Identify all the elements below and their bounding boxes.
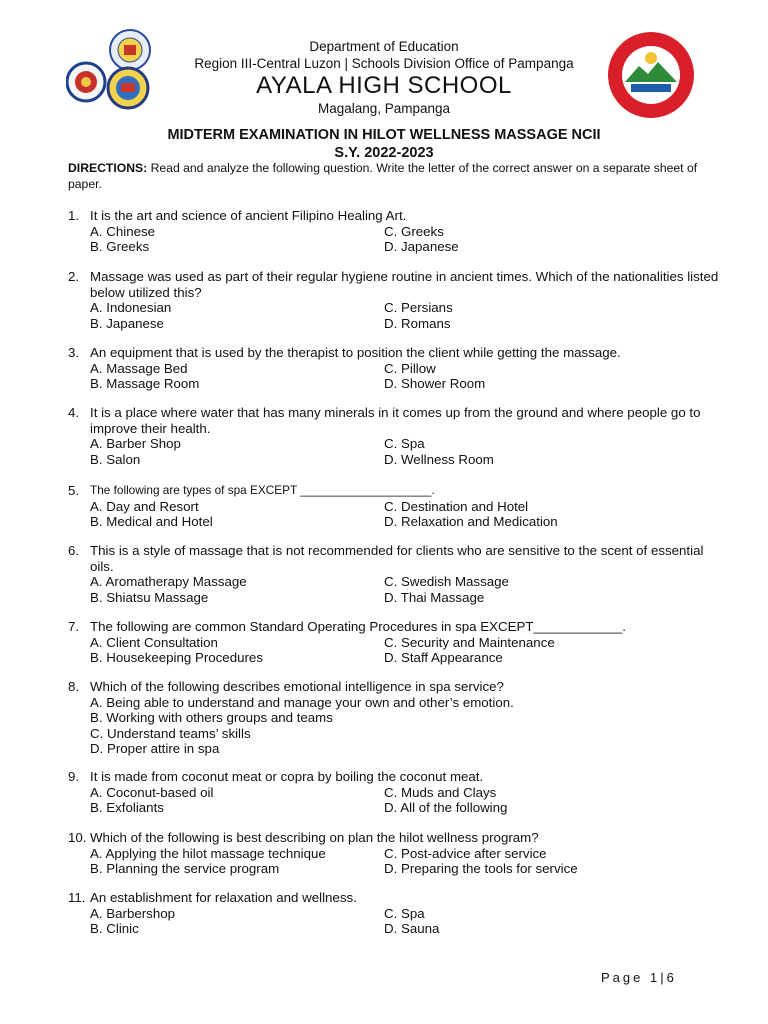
question-4	[68, 405, 728, 467]
option-c: C. Destination and Hotel	[384, 498, 529, 514]
option-b: B. Exfoliants	[90, 800, 164, 815]
option-a: A. Day and Resort	[90, 498, 199, 514]
question-text: An equipment that is used by the therapist to position the client while getting the massage.	[90, 345, 621, 360]
question-number: 5.	[68, 483, 80, 498]
option-b: B. Shiatsu Massage	[90, 589, 209, 605]
school-year: S.Y. 2022-2023	[334, 145, 434, 161]
option-c: C. Post-advice after service	[384, 845, 547, 861]
question-6	[68, 543, 728, 605]
question-text: It is a place where water that has many minerals in it comes up from the ground and where people go to improve their health.	[90, 405, 701, 436]
option-b: B. Japanese	[90, 315, 164, 331]
school-location: Magalang, Pampanga	[317, 101, 451, 116]
option-c: C. Spa	[384, 905, 425, 921]
option-d: D. Preparing the tools for service	[384, 861, 578, 876]
option-c: C. Pillow	[384, 360, 436, 376]
question-number: 10.	[68, 830, 87, 845]
option-a: A. Being able to understand and manage your own and other’s emotion.	[90, 694, 514, 710]
question-11	[68, 890, 728, 937]
option-a: A. Barbershop	[90, 905, 176, 921]
option-c: C. Swedish Massage	[384, 574, 509, 589]
region-division: Region III-Central Luzon | Schools Division Office of Pampanga	[194, 56, 574, 71]
option-d: D. Proper attire in spa	[90, 741, 220, 756]
option-b: B. Clinic	[90, 921, 139, 936]
question-text: This is a style of massage that is not recommended for clients who are sensitive to the scent of essential oils.	[90, 543, 704, 574]
option-a: A. Barber Shop	[90, 436, 181, 451]
option-c: C. Muds and Clays	[384, 784, 497, 800]
question-text: It is made from coconut meat or copra by boiling the coconut meat.	[90, 769, 484, 784]
option-b: B. Planning the service program	[90, 861, 280, 876]
option-c: C. Greeks	[384, 223, 444, 239]
option-d: D. Wellness Room	[384, 451, 494, 467]
question-10	[68, 830, 728, 877]
question-9	[68, 769, 728, 816]
option-d: D. Shower Room	[384, 376, 486, 391]
question-number: 3.	[68, 345, 80, 360]
ayala-school-seal-logo	[606, 30, 696, 120]
exam-title: MIDTERM EXAMINATION IN HILOT WELLNESS MASSAGE NCII	[167, 127, 601, 143]
exam-title-block	[0, 126, 768, 162]
option-b: B. Massage Room	[90, 376, 200, 391]
question-1	[68, 208, 728, 255]
option-a: A. Indonesian	[90, 300, 172, 315]
deped-seals-logo	[66, 28, 166, 110]
directions	[68, 161, 708, 192]
question-2	[68, 269, 728, 331]
option-b: B. Working with others groups and teams	[90, 710, 333, 725]
page-number: Page 1|6	[601, 970, 677, 985]
question-text: Which of the following describes emotional intelligence in spa service?	[90, 679, 504, 694]
option-d: D. Relaxation and Medication	[384, 514, 558, 529]
option-d: D. Japanese	[384, 239, 459, 254]
question-text: The following are types of spa EXCEPT ____________________.	[90, 483, 435, 497]
question-3	[68, 345, 728, 392]
option-b: B. Medical and Hotel	[90, 514, 213, 529]
question-text: An establishment for relaxation and wellness.	[90, 890, 357, 905]
option-b: B. Salon	[90, 451, 141, 467]
question-text: Massage was used as part of their regular hygiene routine in ancient times. Which of the nationalities listed below utilized this?	[90, 269, 719, 300]
question-number: 11.	[68, 890, 86, 905]
option-c: C. Persians	[384, 300, 453, 315]
question-number: 7.	[68, 619, 80, 634]
option-a: A. Applying the hilot massage technique	[90, 845, 326, 861]
option-d: D. Thai Massage	[384, 589, 485, 605]
question-number: 4.	[68, 405, 80, 420]
question-5	[68, 483, 728, 530]
option-d: D. Sauna	[384, 921, 440, 936]
option-b: B. Greeks	[90, 239, 150, 254]
question-number: 2.	[68, 269, 80, 284]
question-text: It is the art and science of ancient Filipino Healing Art.	[90, 208, 407, 223]
question-number: 9.	[68, 769, 80, 784]
option-a: A. Chinese	[90, 223, 156, 239]
question-number: 1.	[68, 208, 80, 223]
question-7	[68, 619, 728, 666]
option-c: C. Spa	[384, 436, 425, 451]
option-d: D. All of the following	[384, 800, 508, 815]
option-c: C. Understand teams’ skills	[90, 725, 251, 741]
option-b: B. Housekeeping Procedures	[90, 650, 263, 665]
option-a: A. Coconut-based oil	[90, 784, 214, 800]
question-text: Which of the following is best describing on plan the hilot wellness program?	[90, 830, 539, 845]
department-name: Department of Education	[309, 39, 459, 54]
question-8	[68, 679, 728, 757]
school-header	[160, 38, 608, 117]
directions-text: Read and analyze the following question. Write the letter of the correct answer on a separate sheet of paper.	[68, 161, 698, 191]
option-d: D. Romans	[384, 315, 451, 331]
option-a: A. Aromatherapy Massage	[90, 574, 247, 589]
question-number: 8.	[68, 679, 80, 694]
option-a: A. Massage Bed	[90, 360, 188, 376]
question-number: 6.	[68, 543, 80, 558]
school-name: AYALA HIGH SCHOOL	[256, 72, 512, 99]
option-a: A. Client Consultation	[90, 634, 218, 650]
option-c: C. Security and Maintenance	[384, 634, 555, 650]
question-text: The following are common Standard Operating Procedures in spa EXCEPT____________.	[90, 619, 626, 634]
option-d: D. Staff Appearance	[384, 650, 503, 665]
directions-label: DIRECTIONS:	[68, 161, 148, 175]
